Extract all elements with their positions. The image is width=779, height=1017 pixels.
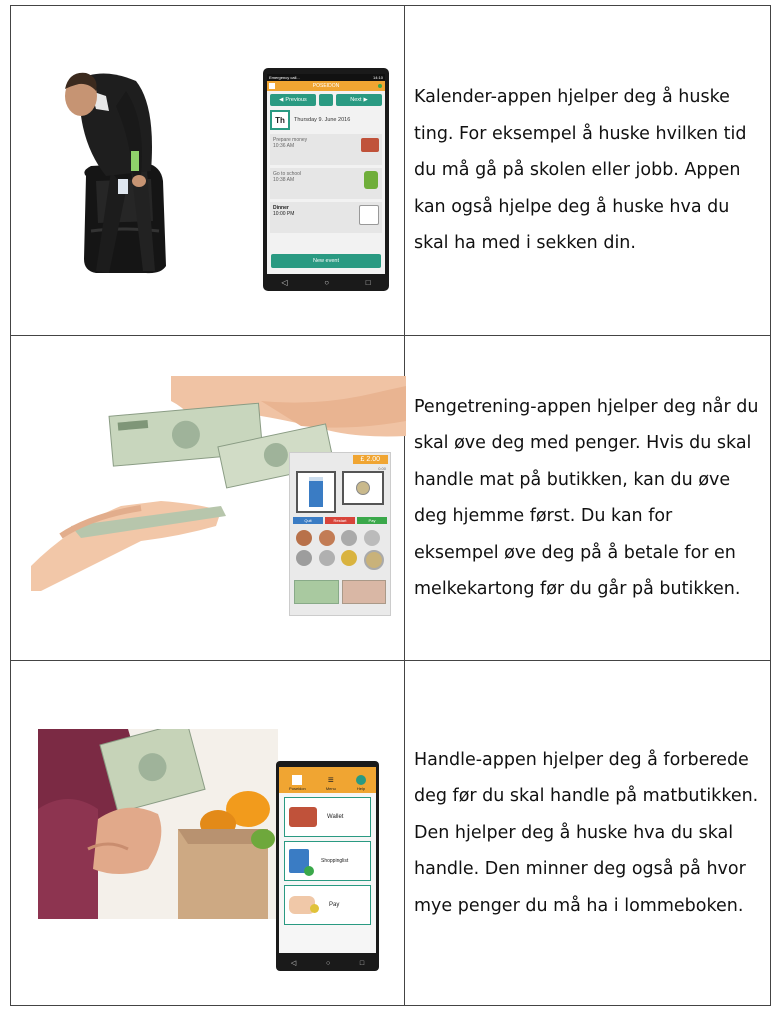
menu-item-wallet[interactable] (284, 797, 371, 837)
dinner-icon (359, 205, 379, 225)
status-time: 14:10 (372, 75, 383, 80)
shoppinglist-label: Shoppinglist (321, 858, 349, 864)
coin-icon[interactable] (296, 530, 312, 546)
description-text: Handle-appen hjelper deg å forberede deg før du skal handle på matbutikken. Den hjelper deg å huske hva du skal handle. Den minner deg også på hvor mye penger du må ha i lommeboken. (414, 749, 759, 916)
new-event-label: New event (313, 258, 339, 264)
wallet-icon (361, 138, 379, 152)
arrow-left-icon: ◀ (279, 97, 284, 103)
back-icon[interactable]: ◁ (281, 277, 288, 287)
restart-label: Restart (333, 518, 347, 523)
poseidon-logo-icon[interactable] (292, 775, 302, 785)
event-name: Go to school (273, 171, 302, 177)
date-text: Thursday 9. June 2016 (294, 117, 351, 123)
pay-label: Pay (368, 518, 376, 523)
table-row (11, 6, 771, 336)
coin-icon[interactable] (364, 550, 384, 570)
banknote-icon[interactable] (342, 580, 387, 604)
payment-area[interactable] (342, 471, 384, 505)
hand-coin-icon (289, 896, 315, 914)
banknotes (290, 572, 390, 612)
event-item[interactable] (270, 134, 382, 165)
menu-item-pay[interactable] (284, 885, 371, 925)
calendar-icon[interactable] (319, 94, 333, 106)
pay-button[interactable] (357, 517, 387, 524)
hand-with-money-and-groceries-image (38, 729, 278, 919)
event-time: 10:36 AM (273, 143, 295, 149)
coin-icon[interactable] (319, 530, 335, 546)
app-header (267, 81, 385, 91)
description-text: Kalender-appen hjelper deg å huske ting. For eksempel å huske hvilken tid du må gå på skolen eller jobb. Appen kan også hjelpe deg å huske hva du skal ha med i sekken din. (414, 87, 747, 254)
milk-carton-icon (296, 471, 336, 513)
menu-item-shoppinglist[interactable] (284, 841, 371, 881)
status-text: Emergency call... (269, 75, 300, 80)
man-with-backpack-image (51, 51, 201, 276)
text-cell (405, 336, 771, 661)
coin-icon[interactable] (341, 550, 357, 566)
banknote-icon[interactable] (294, 580, 339, 604)
event-name: Dinner (273, 205, 289, 211)
event-name: Prepare money (273, 137, 308, 143)
sub-price: 0.00 (378, 466, 386, 471)
day-badge (270, 110, 290, 130)
new-event-button[interactable] (271, 254, 381, 268)
day-badge-text: Th (275, 115, 285, 125)
previous-button[interactable] (270, 94, 316, 106)
home-icon[interactable]: ○ (325, 959, 331, 967)
coin-icon[interactable] (296, 550, 312, 566)
menu-icon[interactable]: ≡ (327, 775, 334, 786)
date-row (267, 109, 385, 131)
table-row (11, 336, 771, 661)
recents-icon[interactable]: □ (365, 277, 371, 287)
home-icon[interactable]: ○ (324, 277, 330, 287)
coins-grid (290, 528, 390, 572)
image-cell (11, 661, 405, 1006)
wallet-label: Wallet (327, 814, 344, 820)
pay-label: Pay (329, 902, 340, 908)
next-button[interactable] (336, 94, 382, 106)
recents-icon[interactable]: □ (359, 959, 365, 967)
table-row (11, 661, 771, 1006)
text-cell (405, 6, 771, 336)
android-nav-bar (276, 956, 379, 970)
app-title: POSEIDON (312, 83, 340, 89)
quit-button[interactable] (293, 517, 323, 524)
app-logo-icon (269, 83, 275, 89)
status-dot-icon (378, 84, 382, 88)
app-tabbar (279, 767, 376, 793)
coin-icon (356, 481, 370, 495)
shopping-phone-screenshot (276, 761, 379, 971)
calendar-phone-screenshot (263, 68, 389, 291)
event-item[interactable] (270, 202, 382, 233)
event-time: 10:00 PM (273, 211, 295, 217)
next-label: Next (350, 97, 362, 103)
tab-menu[interactable]: Menu (325, 786, 336, 791)
tab-poseidon[interactable]: Poseidon (289, 786, 306, 791)
image-cell (11, 6, 405, 336)
price-label: £ 2.00 (353, 455, 388, 464)
previous-label: Previous (285, 97, 307, 103)
restart-button[interactable] (325, 517, 355, 524)
image-cell (11, 336, 405, 661)
event-time: 10:38 AM (273, 177, 295, 183)
back-icon[interactable]: ◁ (290, 960, 297, 967)
phone-icon[interactable] (356, 775, 366, 785)
shopping-list-icon (289, 849, 309, 873)
tab-help[interactable]: Help (356, 786, 366, 791)
backpack-icon (364, 171, 378, 189)
quit-label: Quit (304, 518, 312, 523)
description-text: Pengetrening-appen hjelper deg når du skal øve deg med penger. Hvis du skal handle mat på butikken, kan du øve deg hjemme først. Du kan for eksempel øve deg på å betale for en melkekartong før du går på butikken. (414, 396, 759, 599)
content-table (10, 5, 771, 1006)
money-app-screenshot (289, 452, 391, 616)
event-item[interactable] (270, 168, 382, 199)
wallet-icon (289, 807, 317, 827)
arrow-right-icon: ▶ (363, 97, 368, 103)
text-cell (405, 661, 771, 1006)
checkmark-icon (304, 866, 314, 876)
android-nav-bar (263, 275, 389, 289)
coin-icon[interactable] (341, 530, 357, 546)
coin-icon[interactable] (364, 530, 380, 546)
coin-icon[interactable] (319, 550, 335, 566)
